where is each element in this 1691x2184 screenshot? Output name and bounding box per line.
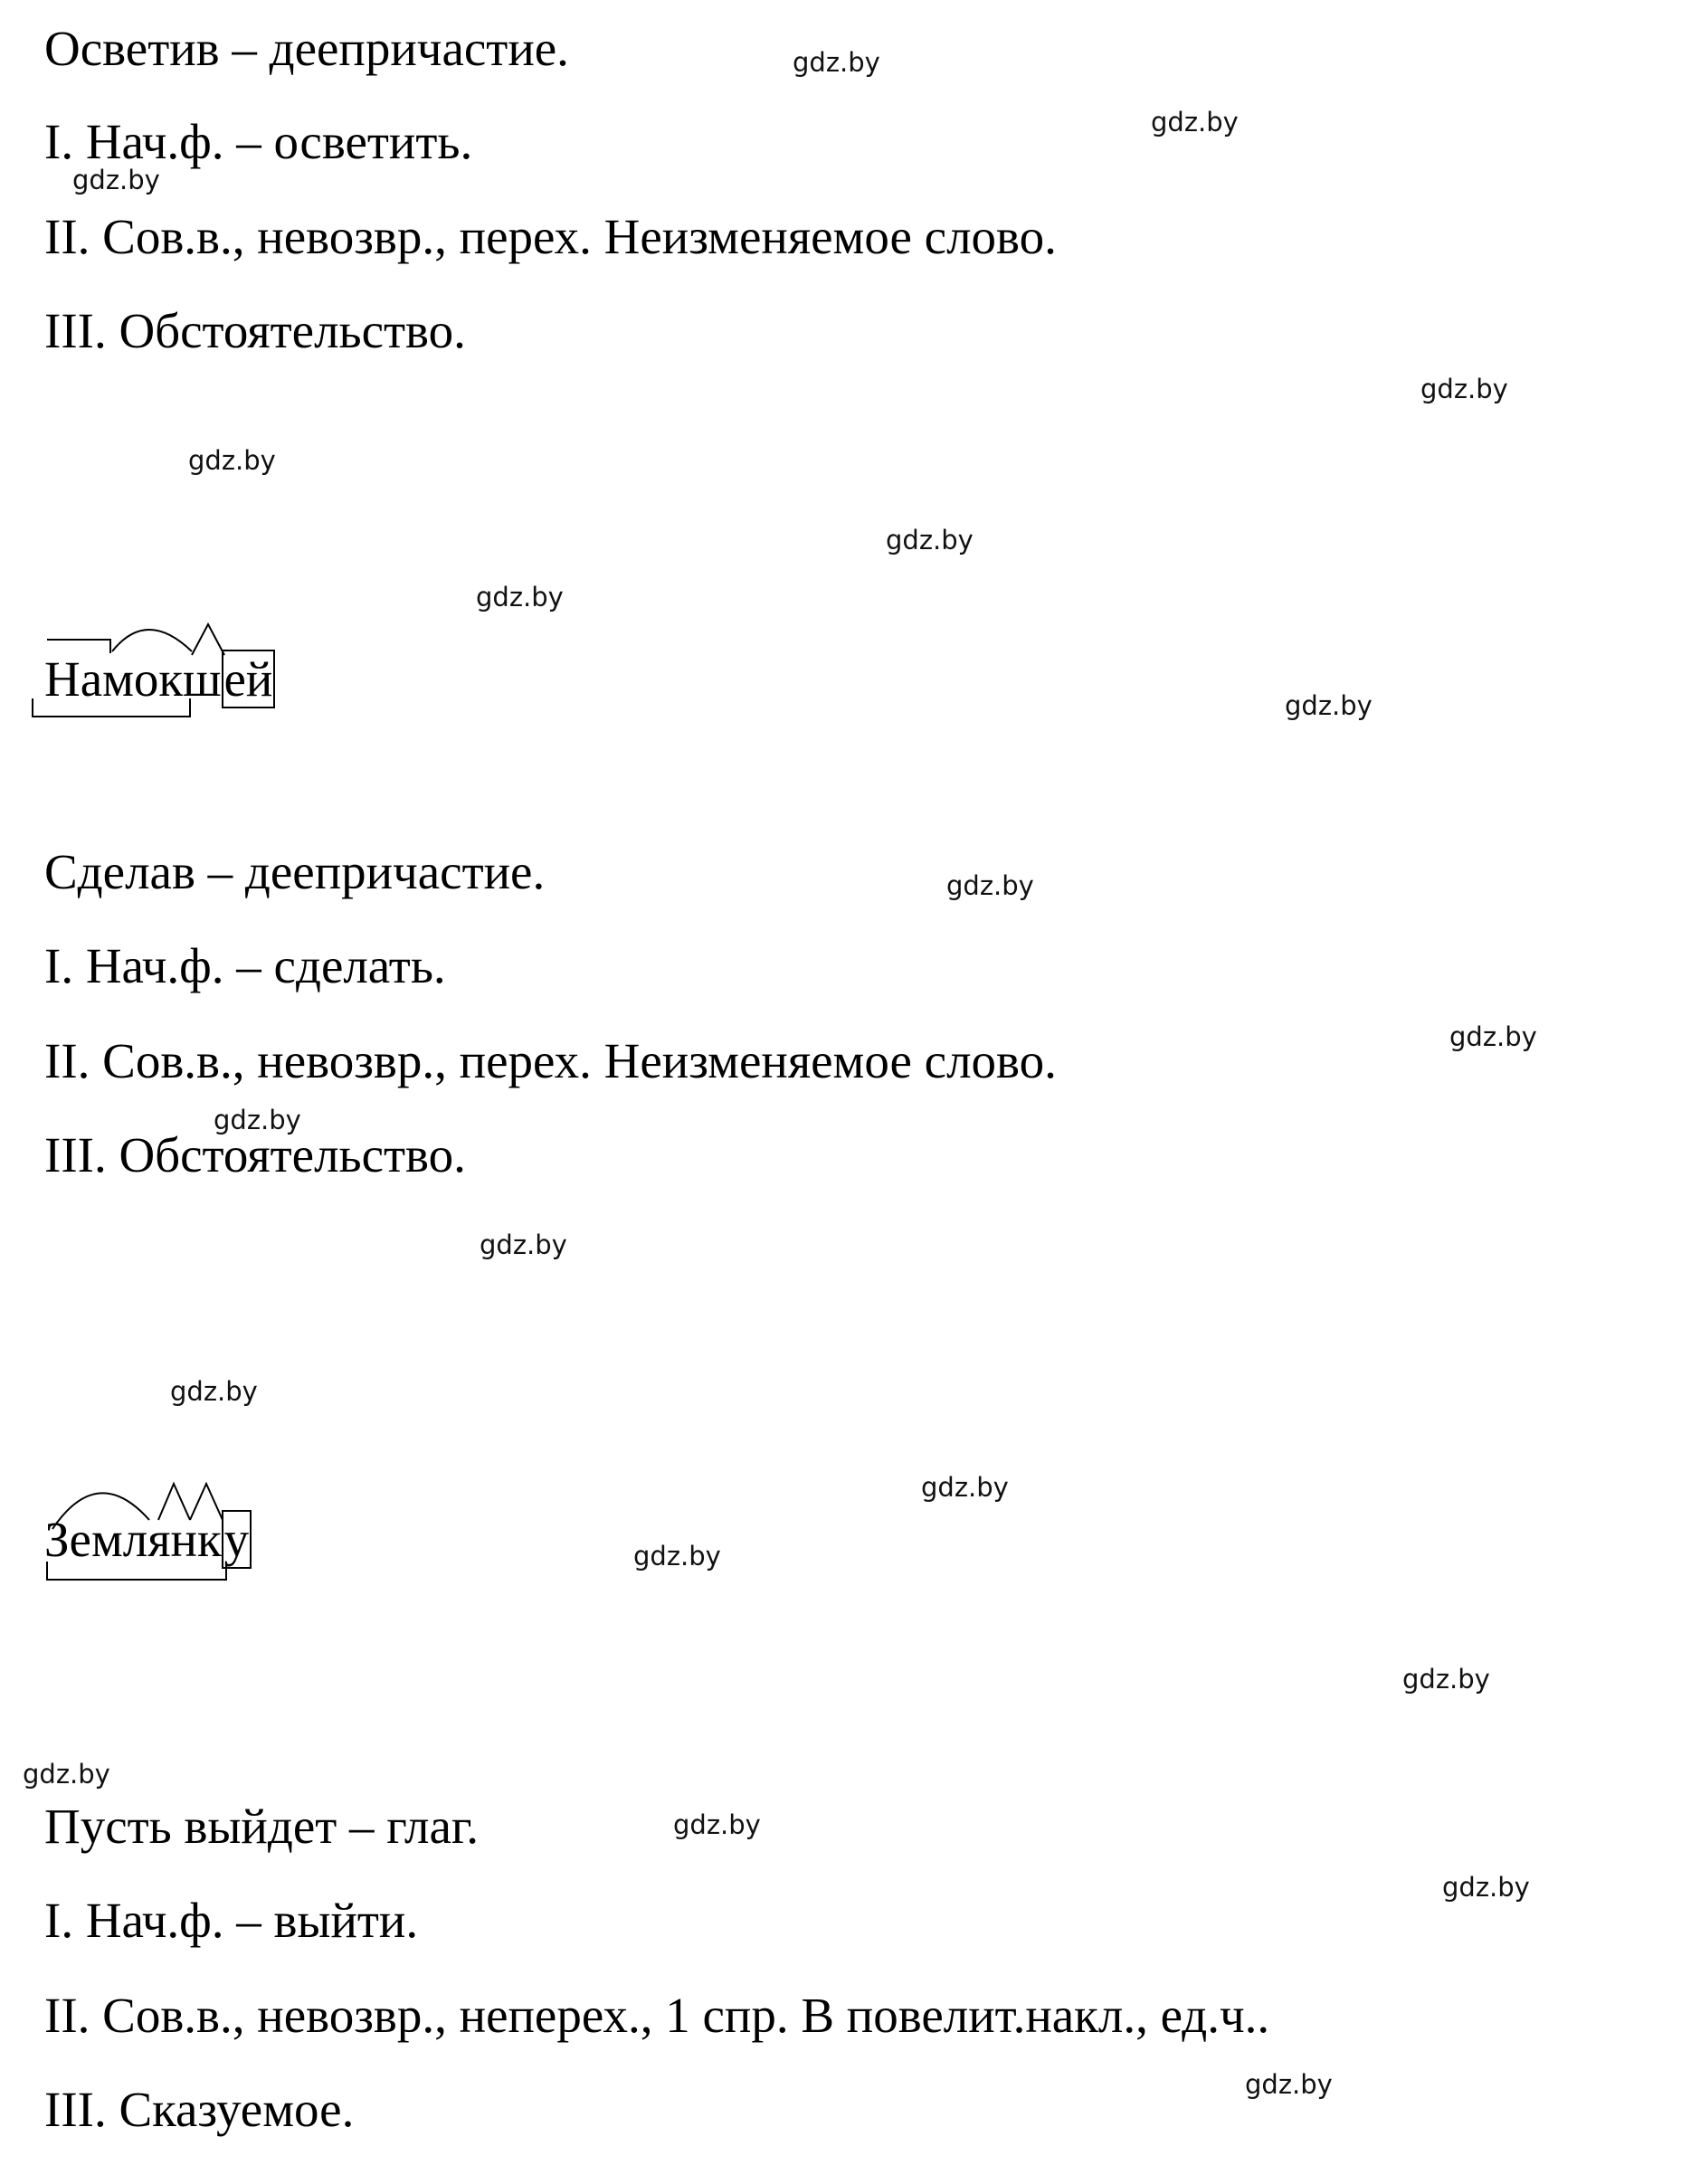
watermark: gdz.by bbox=[886, 525, 974, 555]
text-line: Осветив – деепричастие. bbox=[44, 21, 569, 76]
watermark: gdz.by bbox=[793, 47, 880, 78]
text-line: II. Сов.в., невозвр., перех. Неизменяемое слово. bbox=[44, 1033, 1057, 1088]
root-arc bbox=[52, 1493, 149, 1529]
watermark: gdz.by bbox=[480, 1230, 567, 1260]
text-line: III. Сказуемое. bbox=[44, 2082, 355, 2137]
text-line: Сделав – деепричастие. bbox=[44, 844, 546, 899]
watermark: gdz.by bbox=[1442, 1872, 1530, 1903]
suffix-mark bbox=[190, 1484, 223, 1520]
watermark: gdz.by bbox=[72, 165, 160, 195]
watermark: gdz.by bbox=[214, 1105, 301, 1135]
watermark: gdz.by bbox=[921, 1472, 1009, 1503]
stem-bracket bbox=[47, 1562, 226, 1580]
text-line: II. Сов.в., невозвр., перех. Неизменяемое слово. bbox=[44, 209, 1057, 264]
text-line: III. Обстоятельство. bbox=[44, 1127, 466, 1182]
word-ending-box: у bbox=[222, 1510, 252, 1569]
text-line: III. Обстоятельство. bbox=[44, 303, 466, 358]
watermark: gdz.by bbox=[170, 1376, 258, 1407]
watermark: gdz.by bbox=[188, 445, 276, 476]
word-ending-box: ей bbox=[222, 650, 276, 708]
watermark: gdz.by bbox=[946, 870, 1034, 901]
watermark: gdz.by bbox=[673, 1809, 761, 1840]
word-stem: Землянк bbox=[44, 1512, 222, 1567]
text-line: I. Нач.ф. – сделать. bbox=[44, 938, 446, 993]
text-line: II. Сов.в., невозвр., неперех., 1 спр. В повелит.накл., ед.ч.. bbox=[44, 1988, 1270, 2043]
text-line: Пусть выйдет – глаг. bbox=[44, 1799, 480, 1854]
watermark: gdz.by bbox=[1420, 374, 1508, 404]
watermark: gdz.by bbox=[633, 1541, 721, 1572]
suffix-mark bbox=[158, 1484, 190, 1520]
text-line: I. Нач.ф. – осветить. bbox=[44, 114, 473, 169]
word-stem: Намокш bbox=[44, 651, 222, 707]
watermark: gdz.by bbox=[476, 582, 564, 612]
watermark: gdz.by bbox=[1449, 1021, 1537, 1052]
watermark: gdz.by bbox=[1285, 690, 1373, 721]
watermark: gdz.by bbox=[23, 1759, 110, 1790]
watermark: gdz.by bbox=[1402, 1664, 1490, 1695]
watermark: gdz.by bbox=[1151, 107, 1239, 138]
text-line: I. Нач.ф. – выйти. bbox=[44, 1893, 419, 1948]
watermark: gdz.by bbox=[1245, 2069, 1333, 2100]
